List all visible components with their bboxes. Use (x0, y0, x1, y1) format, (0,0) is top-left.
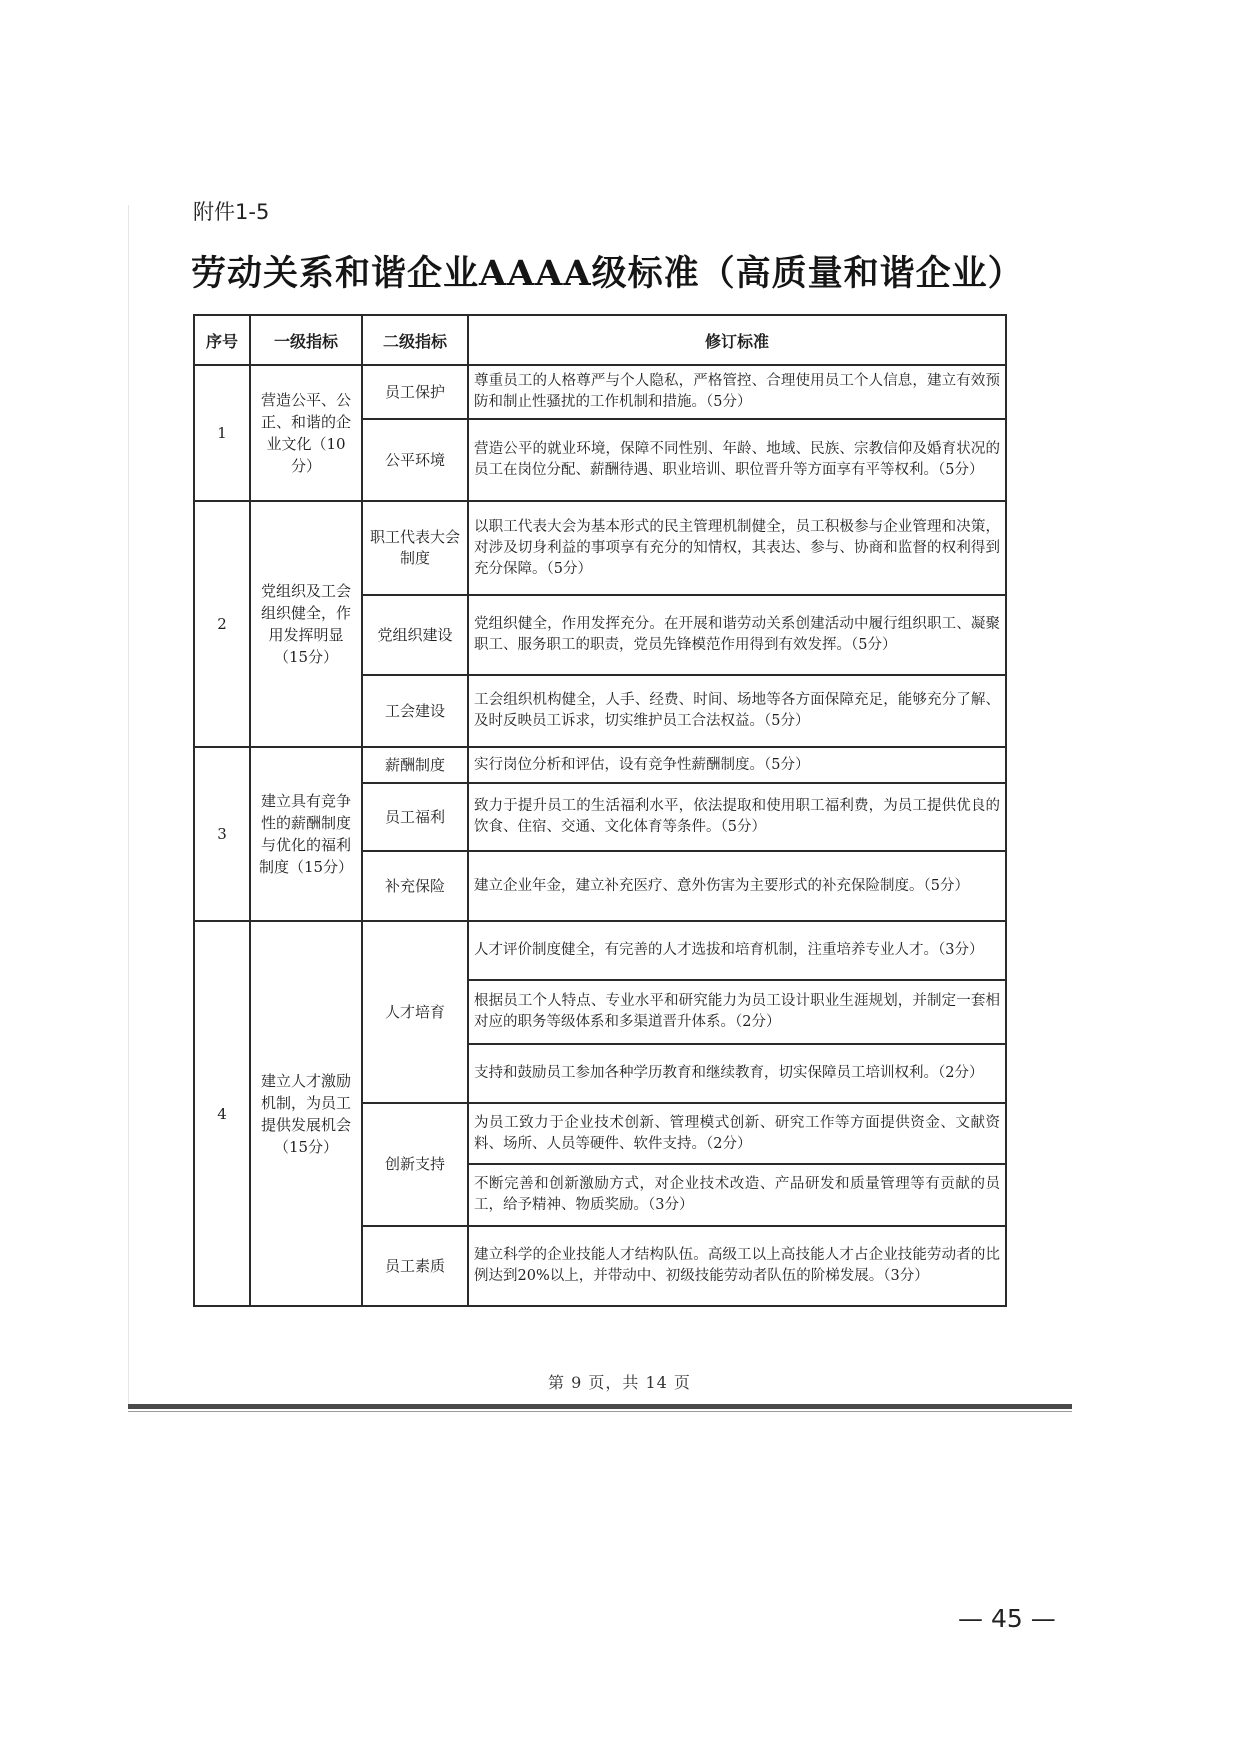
attachment-label: 附件1-5 (193, 200, 270, 224)
standard-cell: 不断完善和创新激励方式，对企业技术改造、产品研发和质量管理等有贡献的员工，给予精神、物质奖励。（3分） (468, 1164, 1006, 1226)
table-row (194, 747, 1006, 783)
standard-cell: 党组织健全，作用发挥充分。在开展和谐劳动关系创建活动中履行组织职工、凝聚职工、服务职工的职责，党员先锋模范作用得到有效发挥。（5分） (468, 595, 1006, 675)
page-number: — 45 — (958, 1604, 1056, 1633)
secondary-indicator-cell: 员工素质 (362, 1226, 468, 1306)
seq-cell: 4 (194, 921, 250, 1306)
header-revised-standard: 修订标准 (468, 315, 1006, 365)
secondary-indicator-cell: 补充保险 (362, 851, 468, 921)
header-seq: 序号 (194, 315, 250, 365)
table-header-row (194, 315, 1006, 365)
table-row (194, 921, 1006, 980)
primary-indicator-cell: 建立具有竞争性的薪酬制度与优化的福利制度（15分） (250, 747, 362, 921)
footer-rule (128, 1404, 1072, 1409)
header-secondary-indicator: 二级指标 (362, 315, 468, 365)
seq-cell: 2 (194, 501, 250, 747)
standards-table (193, 314, 1007, 1307)
secondary-indicator-cell: 党组织建设 (362, 595, 468, 675)
standard-cell: 为员工致力于企业技术创新、管理模式创新、研究工作等方面提供资金、文献资料、场所、人员等硬件、软件支持。（2分） (468, 1103, 1006, 1164)
standard-cell: 实行岗位分析和评估，设有竞争性薪酬制度。（5分） (468, 747, 1006, 783)
footer-rule-thin (128, 1411, 1072, 1412)
page-footer: 第 9 页，共 14 页 (548, 1373, 691, 1392)
seq-cell: 3 (194, 747, 250, 921)
primary-indicator-cell: 党组织及工会组织健全，作用发挥明显（15分） (250, 501, 362, 747)
standard-cell: 支持和鼓励员工参加各种学历教育和继续教育，切实保障员工培训权利。（2分） (468, 1044, 1006, 1103)
secondary-indicator-cell: 员工保护 (362, 365, 468, 419)
standard-cell: 根据员工个人特点、专业水平和研究能力为员工设计职业生涯规划，并制定一套相对应的职务等级体系和多渠道晋升体系。（2分） (468, 980, 1006, 1044)
primary-indicator-cell: 建立人才激励机制，为员工提供发展机会（15分） (250, 921, 362, 1306)
table-row (194, 365, 1006, 419)
table-row (194, 501, 1006, 595)
standard-cell: 致力于提升员工的生活福利水平，依法提取和使用职工福利费，为员工提供优良的饮食、住宿、交通、文化体育等条件。（5分） (468, 783, 1006, 851)
secondary-indicator-cell: 员工福利 (362, 783, 468, 851)
standard-cell: 建立企业年金，建立补充医疗、意外伤害为主要形式的补充保险制度。（5分） (468, 851, 1006, 921)
document-title: 劳动关系和谐企业AAAA级标准（高质量和谐企业） (191, 253, 1024, 294)
standard-cell: 工会组织机构健全，人手、经费、时间、场地等各方面保障充足，能够充分了解、及时反映员工诉求，切实维护员工合法权益。（5分） (468, 675, 1006, 747)
standard-cell: 建立科学的企业技能人才结构队伍。高级工以上高技能人才占企业技能劳动者的比例达到20%以上，并带动中、初级技能劳动者队伍的阶梯发展。（3分） (468, 1226, 1006, 1306)
standard-cell: 营造公平的就业环境，保障不同性别、年龄、地域、民族、宗教信仰及婚育状况的员工在岗位分配、薪酬待遇、职业培训、职位晋升等方面享有平等权利。（5分） (468, 419, 1006, 501)
header-primary-indicator: 一级指标 (250, 315, 362, 365)
standard-cell: 以职工代表大会为基本形式的民主管理机制健全，员工积极参与企业管理和决策，对涉及切身利益的事项享有充分的知情权，其表达、参与、协商和监督的权利得到充分保障。（5分） (468, 501, 1006, 595)
secondary-indicator-cell: 创新支持 (362, 1103, 468, 1226)
primary-indicator-cell: 营造公平、公正、和谐的企业文化（10分） (250, 365, 362, 501)
secondary-indicator-cell: 工会建设 (362, 675, 468, 747)
seq-cell: 1 (194, 365, 250, 501)
secondary-indicator-cell: 人才培育 (362, 921, 468, 1103)
standard-cell: 人才评价制度健全，有完善的人才选拔和培育机制，注重培养专业人才。（3分） (468, 921, 1006, 980)
standard-cell: 尊重员工的人格尊严与个人隐私，严格管控、合理使用员工个人信息，建立有效预防和制止性骚扰的工作机制和措施。（5分） (468, 365, 1006, 419)
secondary-indicator-cell: 薪酬制度 (362, 747, 468, 783)
secondary-indicator-cell: 公平环境 (362, 419, 468, 501)
scan-edge-line (128, 205, 129, 1405)
secondary-indicator-cell: 职工代表大会制度 (362, 501, 468, 595)
